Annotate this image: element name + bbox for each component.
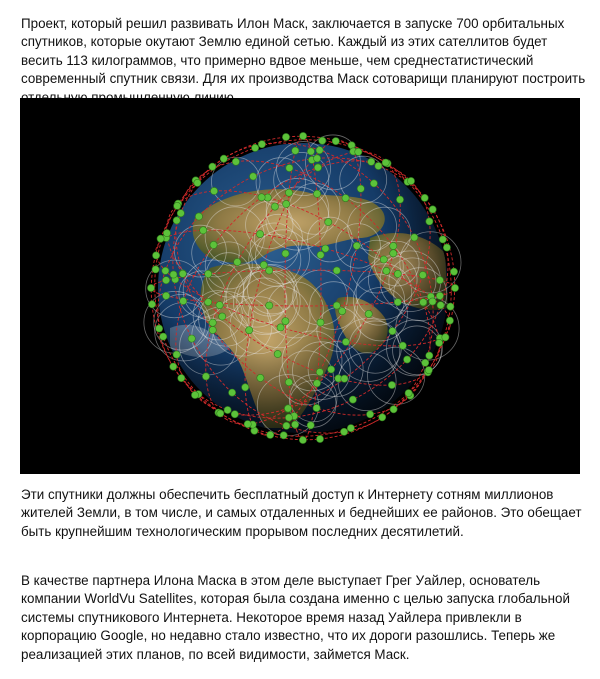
satellite-marker <box>282 318 289 325</box>
satellite-marker <box>425 367 432 374</box>
satellite-marker <box>174 202 181 209</box>
satellite-marker <box>219 313 226 320</box>
satellite-marker <box>394 270 401 277</box>
satellite-marker <box>342 195 349 202</box>
satellite-marker <box>407 177 414 184</box>
satellite-marker <box>420 299 427 306</box>
satellite-marker <box>209 319 216 326</box>
satellite-marker <box>205 270 212 277</box>
satellite-marker <box>267 431 274 438</box>
earth-globe-illustration <box>20 98 580 474</box>
satellite-marker <box>314 164 321 171</box>
satellite-marker <box>319 137 326 144</box>
satellite-marker <box>421 194 428 201</box>
satellite-marker <box>328 366 335 373</box>
satellite-marker <box>353 242 360 249</box>
satellite-marker <box>162 267 169 274</box>
satellite-marker <box>153 252 160 259</box>
satellite-marker <box>157 235 164 242</box>
satellite-marker <box>405 390 412 397</box>
satellite-marker <box>390 250 397 257</box>
satellite-marker <box>285 189 292 196</box>
satellite-marker <box>313 380 320 387</box>
satellite-marker <box>285 405 292 412</box>
satellite-marker <box>242 384 249 391</box>
satellite-marker <box>234 259 241 266</box>
satellite-marker <box>252 144 259 151</box>
satellite-marker <box>170 363 177 370</box>
satellite-marker <box>299 436 306 443</box>
satellite-marker <box>341 428 348 435</box>
satellite-marker <box>399 342 406 349</box>
satellite-marker <box>436 277 443 284</box>
satellite-marker <box>333 267 340 274</box>
satellite-marker <box>258 194 265 201</box>
satellite-marker <box>188 335 195 342</box>
satellite-marker <box>209 163 216 170</box>
satellite-marker <box>195 213 202 220</box>
satellite-marker <box>333 302 340 309</box>
satellite-marker <box>317 251 324 258</box>
article-paragraph-2: Эти спутники должны обеспечить бесплатный доступ к Интернету сотням миллионов жителей Земли, в том числе, и самых отдаленных и беднейших ее районов. Это обещает быть крупнейшим технологическим прорывом последних десятилетий. <box>21 487 582 539</box>
satellite-marker <box>274 350 281 357</box>
satellite-marker <box>390 406 397 413</box>
satellite-marker <box>365 310 372 317</box>
satellite-constellation-image <box>20 98 580 474</box>
satellite-marker <box>396 196 403 203</box>
satellite-marker <box>231 411 238 418</box>
satellite-marker <box>439 236 446 243</box>
satellite-marker <box>389 328 396 335</box>
satellite-marker <box>246 327 253 334</box>
satellite-marker <box>180 297 187 304</box>
satellite-marker <box>292 421 299 428</box>
satellite-marker <box>266 302 273 309</box>
satellite-marker <box>170 271 177 278</box>
satellite-marker <box>216 302 223 309</box>
satellite-marker <box>282 133 289 140</box>
satellite-marker <box>224 406 231 413</box>
satellite-marker <box>209 326 216 333</box>
satellite-marker <box>277 324 284 331</box>
satellite-marker <box>194 179 201 186</box>
satellite-marker <box>178 375 185 382</box>
satellite-marker <box>257 231 264 238</box>
satellite-marker <box>160 333 167 340</box>
article-paragraph-3: В качестве партнера Илона Маска в этом деле выступает Грег Уайлер, основатель компании WorldVu Satellites, которая была создана именно с целью запуска глобальной системы спутникового Интернета. Некоторое время назад Уайлера привлекли в корпорацию Google, но недавно стало известно, что их дороги разошлись. Теперь же реализацией этих планов, по всей видимости, займется Маск. <box>21 573 570 662</box>
satellite-marker <box>313 404 320 411</box>
satellite-marker <box>163 292 170 299</box>
satellite-marker <box>307 422 314 429</box>
satellite-marker <box>152 266 159 273</box>
satellite-marker <box>211 187 218 194</box>
satellite-marker <box>411 234 418 241</box>
satellite-marker <box>342 338 349 345</box>
satellite-marker <box>339 308 346 315</box>
satellite-marker <box>355 148 362 155</box>
satellite-marker <box>316 147 323 154</box>
satellite-marker <box>429 298 436 305</box>
satellite-marker <box>148 301 155 308</box>
satellite-marker <box>316 435 323 442</box>
satellite-marker <box>179 270 186 277</box>
satellite-marker <box>220 155 227 162</box>
satellite-marker <box>446 317 453 324</box>
satellite-marker <box>232 158 239 165</box>
satellite-marker <box>283 422 290 429</box>
satellite-marker <box>322 245 329 252</box>
satellite-marker <box>390 242 397 249</box>
satellite-marker <box>257 374 264 381</box>
satellite-marker <box>367 411 374 418</box>
satellite-marker <box>379 414 386 421</box>
satellite-marker <box>156 325 163 332</box>
satellite-marker <box>447 303 454 310</box>
satellite-marker <box>285 379 292 386</box>
satellite-marker <box>442 334 449 341</box>
satellite-marker <box>229 389 236 396</box>
satellite-marker <box>173 217 180 224</box>
satellite-marker <box>370 180 377 187</box>
satellite-marker <box>163 230 170 237</box>
satellite-marker <box>282 250 289 257</box>
satellite-marker <box>260 261 267 268</box>
satellite-marker <box>300 132 307 139</box>
satellite-marker <box>451 284 458 291</box>
satellite-marker <box>382 159 389 166</box>
satellite-marker <box>437 302 444 309</box>
satellite-marker <box>375 162 382 169</box>
satellite-marker <box>332 138 339 145</box>
satellite-marker <box>173 351 180 358</box>
satellite-marker <box>280 432 287 439</box>
article-paragraph-1: Проект, который решил развивать Илон Маск, заключается в запуске 700 орбитальных спутников, которые окутают Землю единой сетью. Каждый из этих сателлитов будет весить 113 килограммов, что примерно вдвое меньше, чем среднестатистический современный спутник связи. Для их производства Маск сотоварищи планируют построить <box>21 16 586 87</box>
satellite-marker <box>286 164 293 171</box>
satellite-marker <box>429 206 436 213</box>
satellite-marker <box>419 271 426 278</box>
satellite-marker <box>436 292 443 299</box>
satellite-marker <box>404 356 411 363</box>
satellite-marker <box>450 268 457 275</box>
satellite-marker <box>191 391 198 398</box>
satellite-marker <box>349 396 356 403</box>
satellite-marker <box>316 368 323 375</box>
satellite-marker <box>436 339 443 346</box>
satellite-marker <box>341 375 348 382</box>
satellite-marker <box>205 299 212 306</box>
satellite-marker <box>325 218 332 225</box>
satellite-marker <box>383 267 390 274</box>
satellite-marker <box>357 185 364 192</box>
satellite-marker <box>368 158 375 165</box>
satellite-marker <box>314 155 321 162</box>
satellite-marker <box>210 241 217 248</box>
satellite-marker <box>443 244 450 251</box>
satellite-marker <box>394 299 401 306</box>
satellite-marker <box>388 381 395 388</box>
satellite-marker <box>258 141 265 148</box>
satellite-marker <box>177 210 184 217</box>
satellite-marker <box>380 256 387 263</box>
satellite-marker <box>347 425 354 432</box>
satellite-marker <box>147 284 154 291</box>
satellite-marker <box>285 414 292 421</box>
satellite-marker <box>202 373 209 380</box>
satellite-marker <box>250 173 257 180</box>
satellite-marker <box>426 352 433 359</box>
satellite-marker <box>266 267 273 274</box>
satellite-marker <box>217 410 224 417</box>
satellite-marker <box>163 277 170 284</box>
satellite-marker <box>244 421 251 428</box>
satellite-marker <box>314 190 321 197</box>
satellite-marker <box>200 227 207 234</box>
satellite-marker <box>422 359 429 366</box>
satellite-marker <box>292 147 299 154</box>
satellite-marker <box>283 200 290 207</box>
satellite-marker <box>317 319 324 326</box>
satellite-marker <box>426 218 433 225</box>
satellite-marker <box>271 203 278 210</box>
satellite-marker <box>307 148 314 155</box>
